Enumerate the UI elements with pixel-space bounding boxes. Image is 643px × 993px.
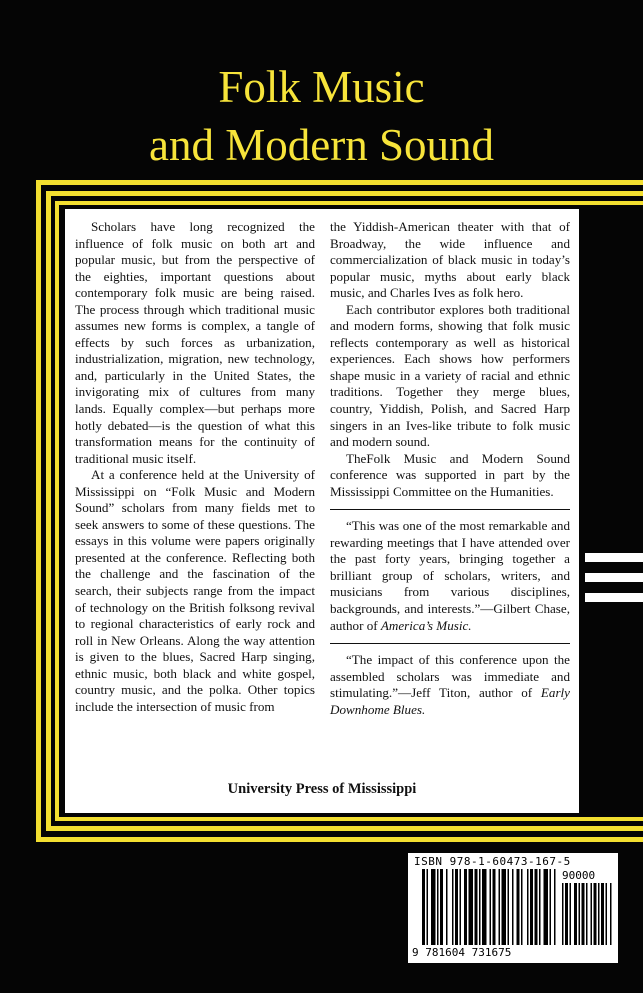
review-quote-1 (330, 518, 570, 634)
barcode-bar (550, 869, 552, 945)
description-panel (65, 209, 579, 813)
addon-bar (586, 883, 588, 945)
addon-bar (574, 883, 577, 945)
title-line-1: Folk Music (218, 62, 425, 112)
barcode-bar (517, 869, 520, 945)
barcode-bar (502, 869, 507, 945)
barcode-bar (460, 869, 462, 945)
barcode-bar (527, 869, 529, 945)
barcode-bar (455, 869, 458, 945)
addon-bar (582, 883, 585, 945)
barcode-bar (544, 869, 549, 945)
barcode-bar (521, 869, 523, 945)
barcode-digits: 9 781604 731675 (412, 946, 512, 959)
addon-bar (565, 883, 568, 945)
barcode-bar (493, 869, 496, 945)
addon-bar (594, 883, 597, 945)
white-stripe (585, 553, 643, 562)
quote-work-title: America’s Music. (380, 617, 472, 633)
barcode-bar (452, 869, 454, 945)
paragraph: At a conference held at the University of Mississippi on “Folk Music and Modern Sound” scholars from many fields met to seek answers to some of these questions. The essays in this volume were papers originally presented at the conference. Reflecting both the challenge and the fascination of the search, their subjects range from the impact of technology on the British folksong revival to regional characteristics of early rock and roll in New Orleans. Along the way attention is given to the blues, Sacred Harp singing, ethnic music, both black and white gospel, country music, and the polka. Other topics include the intersection of music from (75, 467, 315, 714)
isbn-barcode (408, 853, 618, 963)
review-quote-2 (330, 652, 570, 718)
barcode-bar (482, 869, 487, 945)
barcode-bar (512, 869, 514, 945)
paragraph: the Yiddish-American theater with that of Broadway, the wide influence and commercialization of black music in today’s popular music, myths about early black music, and Charles Ives as folk hero. (330, 219, 570, 301)
divider (330, 643, 570, 644)
quote-text: “This was one of the most remarkable and rewarding meetings that I have attended over the past forty years, bringing together a brilliant group of scholars, writers, and musicians from various disciplines, backgrounds, and interests.”—Gilbert Chase, author of (330, 518, 570, 633)
barcode-bar (431, 869, 436, 945)
white-stripe (585, 593, 643, 602)
barcode-bar (490, 869, 492, 945)
paragraph: Each contributor explores both traditional and modern forms, showing that folk music reflects contemporary as well as historical experiences. Each shows how performers shape music in a variety of racial and ethnic traditions. Together they merge blues, country, Yiddish, Polish, and Sacred Harp singers in an Ives-like tribute to folk music and modern sound. (330, 301, 570, 450)
barcode-bar (554, 869, 556, 945)
book-title (0, 58, 643, 174)
barcode-bar (539, 869, 541, 945)
quote-work-title: Early Downhome Blues. (330, 685, 570, 717)
barcode-bar (508, 869, 510, 945)
barcode-bar (530, 869, 533, 945)
title-line-2: and Modern Sound (149, 120, 494, 170)
addon-bar (591, 883, 593, 945)
paragraph: TheFolk Music and Modern Sound conference was supported in part by the Mississippi Committee on the Humanities. (330, 450, 570, 499)
isbn-label: ISBN 978-1-60473-167-5 (414, 855, 571, 868)
addon-bar (579, 883, 581, 945)
barcode-bar (422, 869, 425, 945)
barcode-bar (475, 869, 478, 945)
right-text-column (330, 219, 570, 718)
barcode-bar (469, 869, 474, 945)
addon-bar (610, 883, 612, 945)
price-addon: 90000 (562, 869, 596, 882)
paragraph: Scholars have long recognized the influence of folk music on both art and popular music, but from the perspective of the eighties, important questions about contemporary folk music are being raised. The process through which traditional music assumes new forms is complex, a tangle of effects by such forces as urbanization, industrialization, migration, new technology, and, particularly in the United States, the invigorating mix of cultures from many lands. Equally complex—but perhaps more hotly debated—is the question of what this transformation means for the continuity of traditional music itself. (75, 219, 315, 466)
barcode-bar (464, 869, 467, 945)
barcode-bar (427, 869, 429, 945)
barcode-bar (479, 869, 481, 945)
addon-bar (601, 883, 604, 945)
barcode-bar (440, 869, 443, 945)
addon-bar (570, 883, 572, 945)
left-text-column (75, 219, 315, 715)
barcode-bar (446, 869, 448, 945)
barcode-bar (499, 869, 501, 945)
barcode-bar (437, 869, 439, 945)
addon-bar (606, 883, 608, 945)
barcode-bar (535, 869, 538, 945)
divider (330, 509, 570, 510)
publisher-name: University Press of Mississippi (227, 781, 417, 797)
quote-text: “The impact of this conference upon the assembled scholars was immediate and stimulating.”—Jeff Titon, author of (330, 652, 570, 701)
white-stripe (585, 573, 643, 582)
addon-bar (562, 883, 564, 945)
addon-bar (598, 883, 600, 945)
